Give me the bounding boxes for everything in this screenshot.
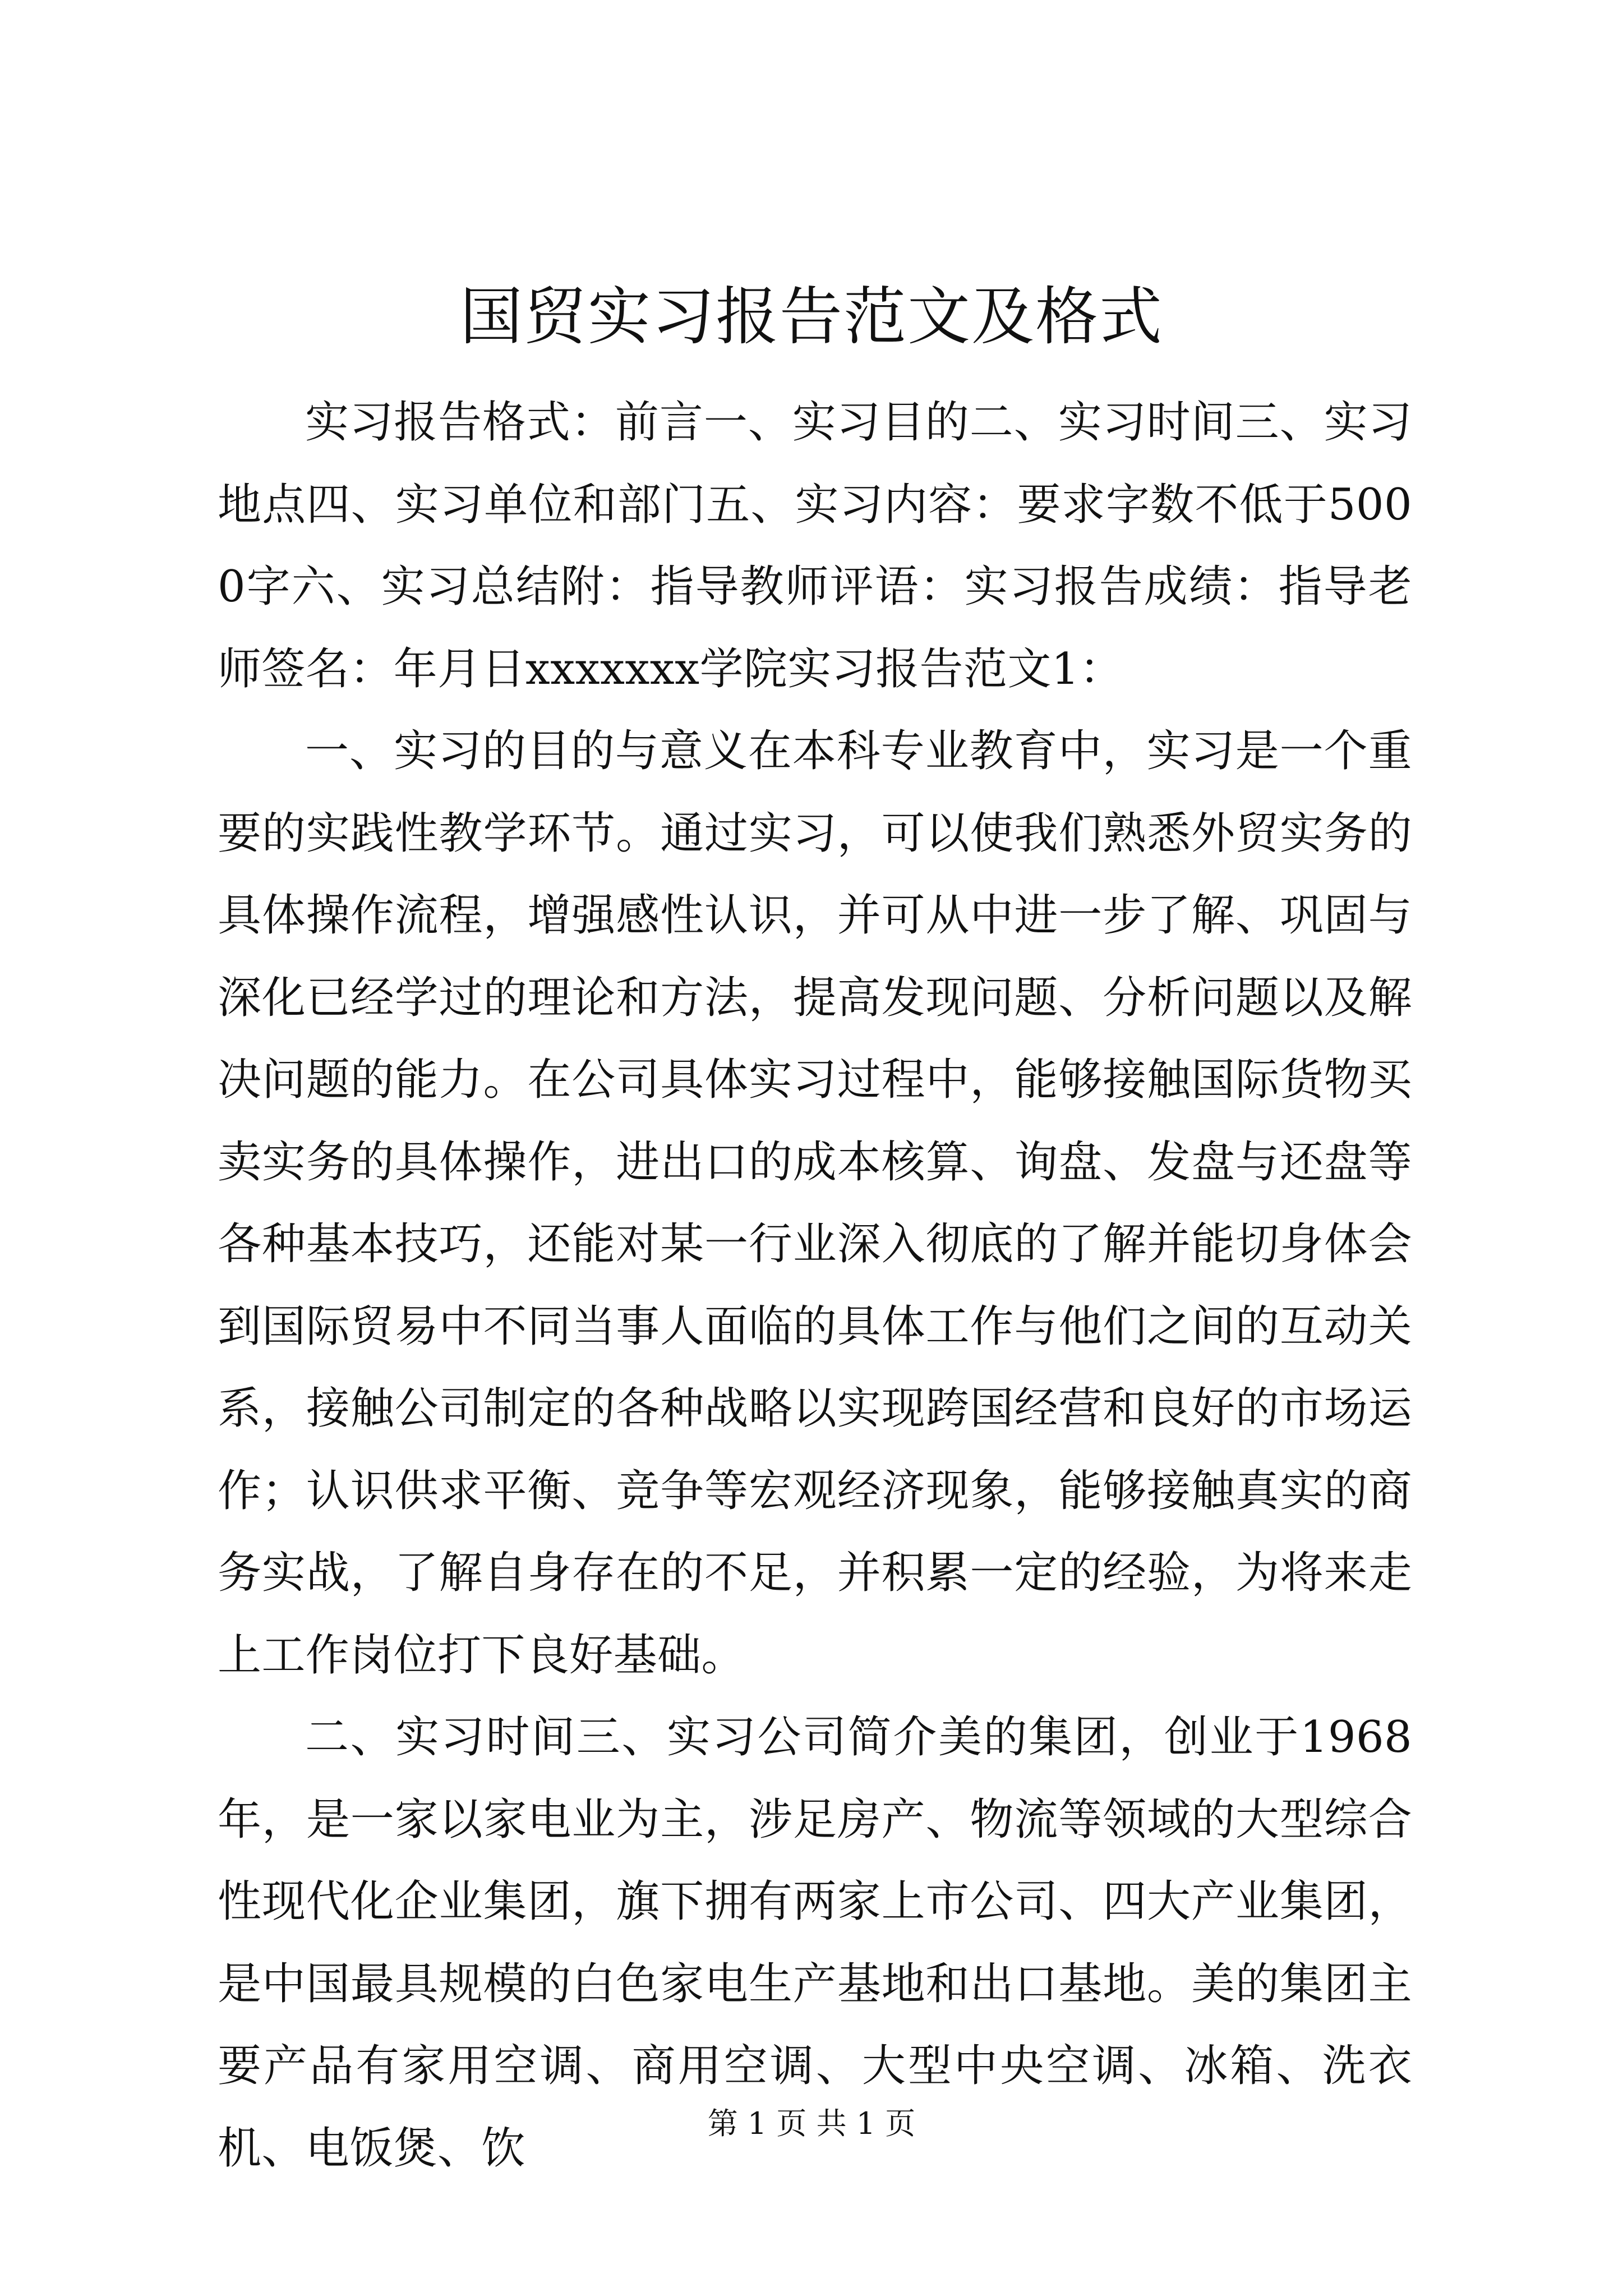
document-title: 国贸实习报告范文及格式 (460, 280, 1163, 353)
paragraph-company-intro: 二、实习时间三、实习公司简介美的集团，创业于1968年，是一家以家电业为主，涉足房产、物流等领域的大型综合性现代化企业集团，旗下拥有两家上市公司、四大产业集团，是中国最具规模的白色家电生产基地和出口基地。美的集团主要产品有家用空调、商用空调、大型中央空调、冰箱、洗衣机、电饭煲、饮 (218, 1712, 1412, 2174)
paragraph-format: 实习报告格式：前言一、实习目的二、实习时间三、实习地点四、实习单位和部门五、实习内容：要求字数不低于5000字六、实习总结附：指导教师评语：实习报告成绩：指导老师签名：年月日xxxxxxx学院实习报告范文1： (218, 397, 1412, 694)
document-body (218, 381, 1412, 2189)
paragraph-purpose: 一、实习的目的与意义在本科专业教育中，实习是一个重要的实践性教学环节。通过实习，可以使我们熟悉外贸实务的具体操作流程，增强感性认识，并可从中进一步了解、巩固与深化已经学过的理论和方法，提高发现问题、分析问题以及解决问题的能力。在公司具体实习过程中，能够接触国际货物买卖实务的具体操作，进出口的成本核算、询盘、发盘与还盘等各种基本技巧，还能对某一行业深入彻底的了解并能切身体会到国际贸易中不同当事人面临的具体工作与他们之间的互动关系，接触公司制定的各种战略以实现跨国经营和良好的市场运作；认识供求平衡、竞争等宏观经济现象，能够接触真实的商务实战，了解自身存在的不足，并积累一定的经验，为将来走上工作岗位打下良好基础。 (218, 726, 1412, 1681)
page-number-footer: 第 1 页 共 1 页 (707, 2106, 916, 2141)
